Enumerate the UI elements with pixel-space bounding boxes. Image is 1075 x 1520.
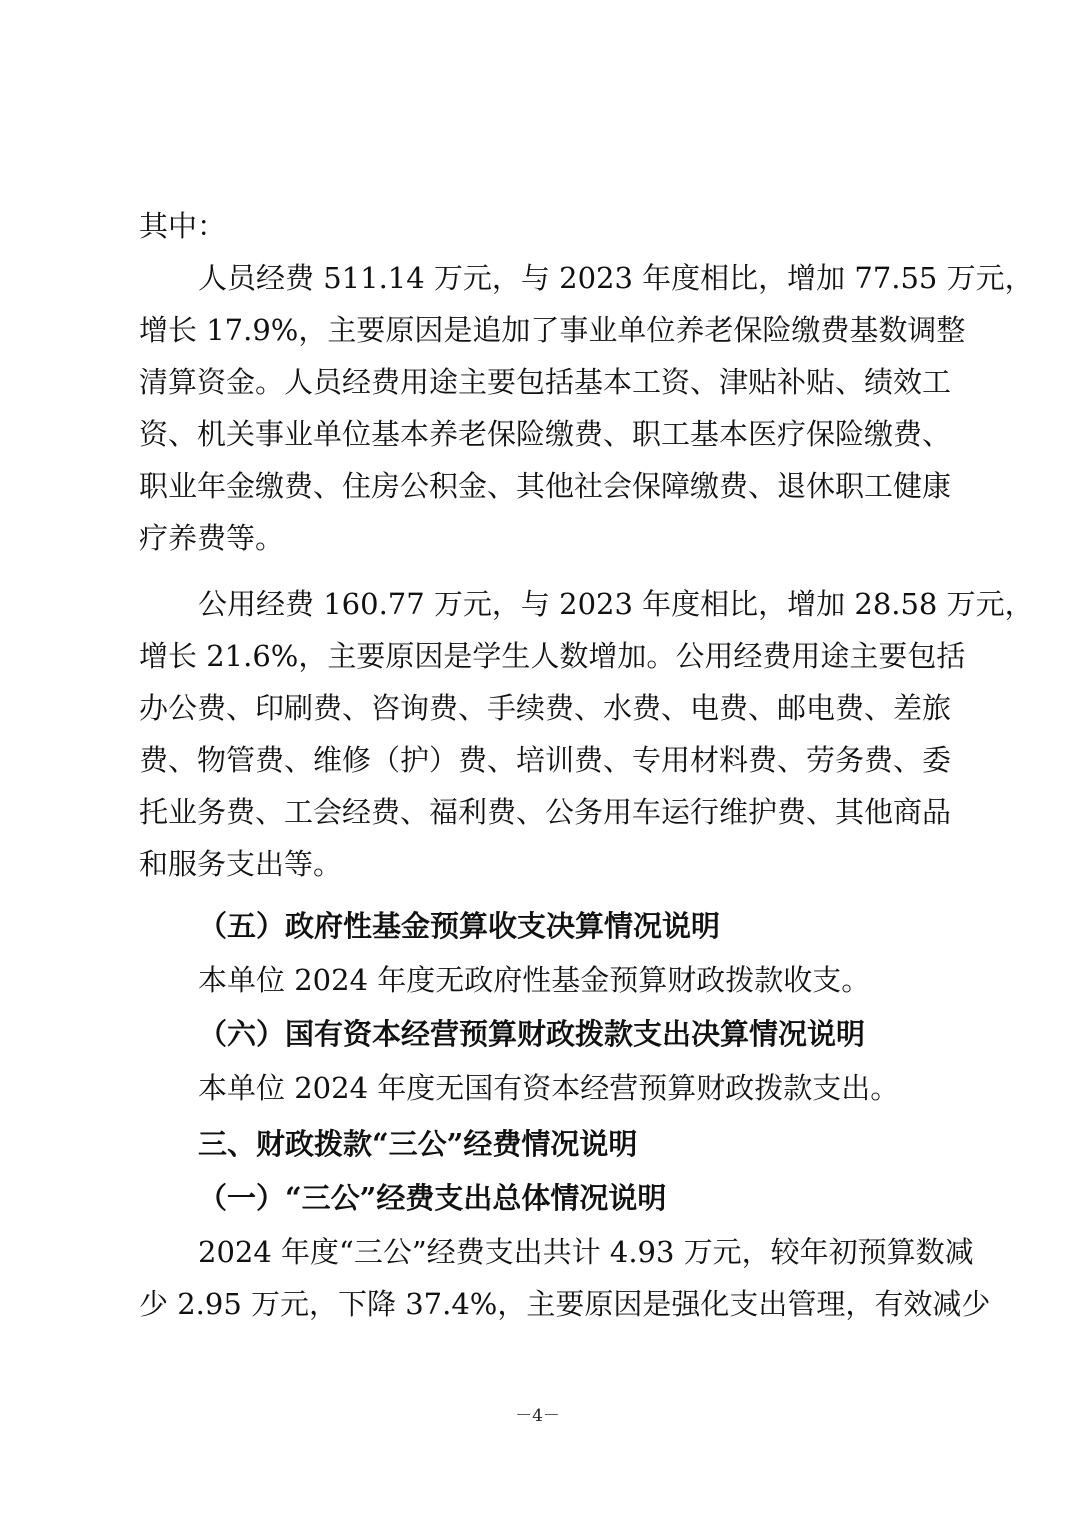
text-line-personnel-5: 职业年金缴费、住房公积金、其他社会保障缴费、退休职工健康 (139, 469, 952, 503)
text-line-intro: 其中： (139, 209, 227, 243)
text-line-state-capital: 本单位 2024 年度无国有资本经营预算财政拨款支出。 (198, 1071, 900, 1105)
text-line-three-public-1: 2024 年度“三公”经费支出共计 4.93 万元，较年初预算数减 (198, 1235, 974, 1269)
text-line-three-public-2: 少 2.95 万元，下降 37.4%，主要原因是强化支出管理，有效减少 (139, 1287, 991, 1321)
text-line-public-3: 办公费、印刷费、咨询费、手续费、水费、电费、邮电费、差旅 (139, 691, 952, 725)
page-number: －4－ (515, 1406, 560, 1426)
section-heading-three: 三、财政拨款“三公”经费情况说明 (198, 1127, 638, 1161)
section-heading-three-one: （一）“三公”经费支出总体情况说明 (198, 1181, 667, 1215)
text-line-personnel-3: 清算资金。人员经费用途主要包括基本工资、津贴补贴、绩效工 (139, 365, 952, 399)
text-line-public-4: 费、物管费、维修（护）费、培训费、专用材料费、劳务费、委 (139, 743, 952, 777)
text-line-personnel-6: 疗养费等。 (139, 521, 285, 555)
section-heading-five: （五）政府性基金预算收支决算情况说明 (198, 909, 721, 943)
text-line-personnel-2: 增长 17.9%，主要原因是追加了事业单位养老保险缴费基数调整 (139, 313, 966, 347)
section-heading-six: （六）国有资本经营预算财政拨款支出决算情况说明 (198, 1017, 866, 1051)
text-line-public-1: 公用经费 160.77 万元，与 2023 年度相比，增加 28.58 万元， (198, 587, 1034, 621)
text-line-public-6: 和服务支出等。 (139, 847, 343, 881)
text-line-public-5: 托业务费、工会经费、福利费、公务用车运行维护费、其他商品 (139, 795, 952, 829)
text-line-fund-budget: 本单位 2024 年度无政府性基金预算财政拨款收支。 (198, 963, 871, 997)
text-line-personnel-1: 人员经费 511.14 万元，与 2023 年度相比，增加 77.55 万元， (198, 261, 1034, 295)
text-line-public-2: 增长 21.6%，主要原因是学生人数增加。公用经费用途主要包括 (139, 639, 966, 673)
text-line-personnel-4: 资、机关事业单位基本养老保险缴费、职工基本医疗保险缴费、 (139, 417, 952, 451)
